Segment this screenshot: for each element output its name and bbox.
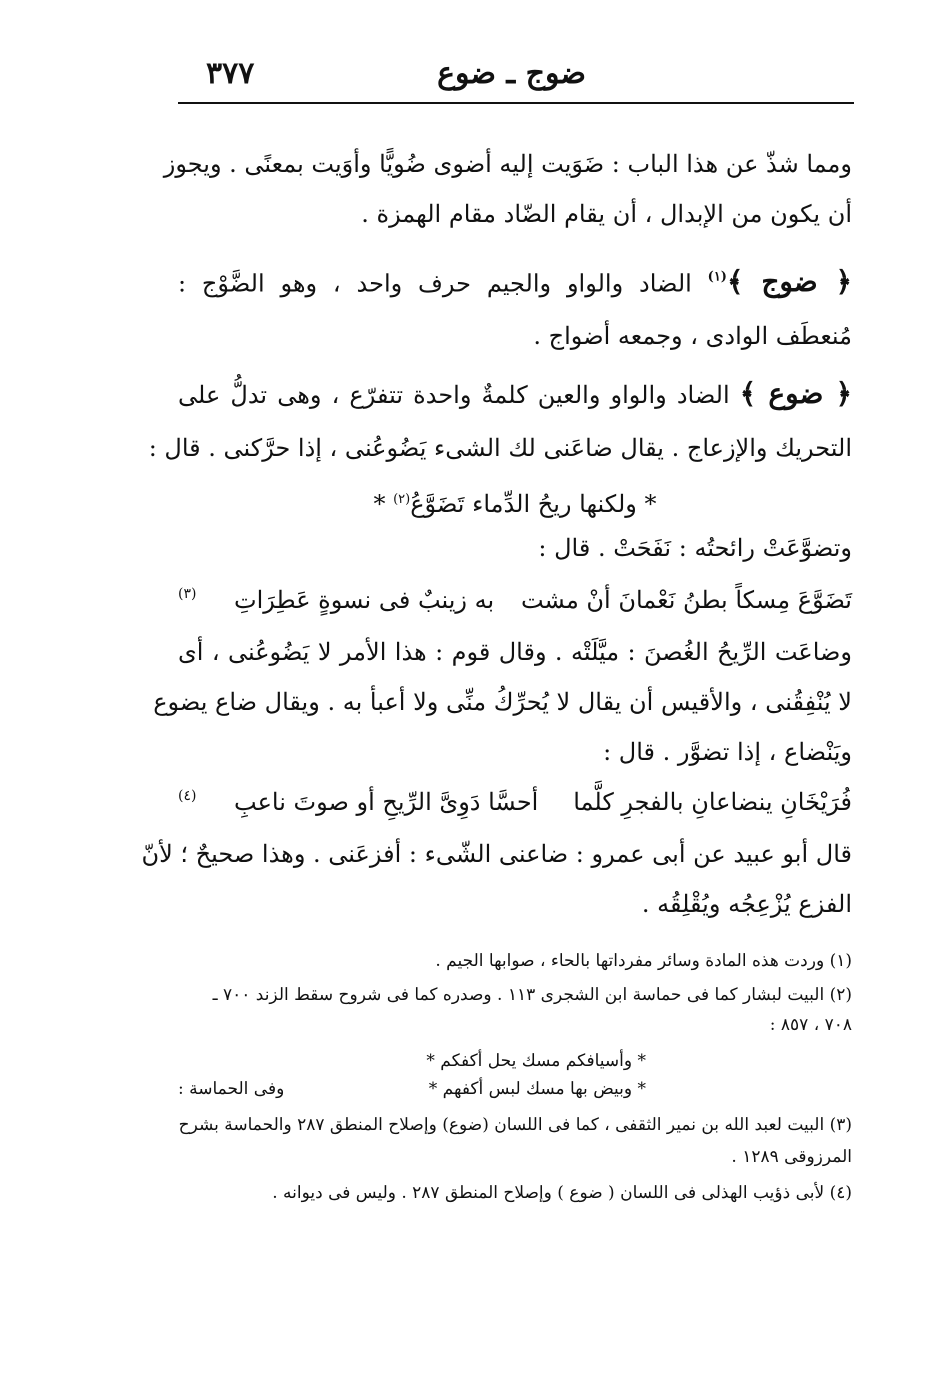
poem-verse-1-second-hemistich: به زينبٌ فى نسوةٍ عَطِرَاتِ: [234, 586, 495, 614]
entry-dawj-line: [178, 258, 852, 303]
body-line-10: وضاعَت الرِّيحُ الغُصنَ : ميَّلَتْه . وقال قوم : هذا الأمر لا يَضُوعُنى ، أى: [178, 638, 852, 666]
poem-verse-1-first-hemistich: تَضَوَّعَ مِسكاً بطنُ نَعْمانَ أنْ مشت: [520, 586, 852, 614]
running-title: ضوج ـ ضوع: [437, 56, 586, 91]
body-line-6: التحريك والإزعاج . يقال ضاعَنى لك الشىء يَضُوعُنى ، إذا حرَّكنى . قال :: [148, 434, 852, 462]
entry-daw-text: الضاد والواو والعين كلمةٌ واحدة تتفرّع ، وهى تدلُّ على: [178, 381, 730, 409]
body-line-14: قال أبو عبيد عن أبى عمرو : ضاعنى الشّىء : أفزعَنى . وهذا صحيحٌ ؛ لأنّ: [141, 840, 852, 868]
poem-verse-2: [178, 782, 852, 822]
body-line-8: وتضوَّعَتْ رائحتُه : نَفَحَتْ . قال :: [538, 534, 852, 562]
body-line-1: ومما شذّ عن هذا الباب : ضَوَيت إليه أضوى ضُويًّا وأوَيت بمعنًى . ويجوز: [163, 150, 852, 178]
poem-verse-1: [178, 580, 852, 620]
footnote-2-verse-a: * وأسيافكم مسك يحل أكفكم *: [426, 1051, 646, 1071]
entry-heading-daw: ﴿ ضوع ﴾: [739, 377, 852, 410]
body-line-11: لا يُنْفِقُنى ، والأقيس أن يقال لا يُحرِّكُ منِّى ولا أعبأ به . ويقال ضاع يضوع: [153, 688, 852, 716]
footnote-3: (٣) البيت لعبد الله بن نمير الثقفى ، كما فى اللسان (ضوع) وإصلاح المنطق ٢٨٧ والحماسة بشرح: [178, 1115, 852, 1135]
footnote-ref-4[interactable]: (٤): [178, 788, 197, 804]
footnote-ref-1[interactable]: (١): [707, 270, 727, 285]
footnote-2: (٢) البيت لبشار كما فى حماسة ابن الشجرى ١١٣ . وصدره كما فى شروح سقط الزند ٧٠٠ ـ: [212, 985, 852, 1005]
verse-line-1: * ولكنها ريحُ الدِّماء تَضَوَّعُ$^{(٢)}$ *: [373, 490, 657, 518]
poem-verse-2-second-hemistich: أحسَّا دَوِىَّ الرِّيحِ أو صوتَ ناعبِ: [234, 788, 539, 816]
footnote-2-label: وفى الحماسة :: [178, 1079, 285, 1099]
footnote-ref-2[interactable]: (٢): [393, 492, 411, 507]
entry-daw-line: [178, 374, 852, 415]
poem-verse-2-first-hemistich: فُرَيْخَانِ ينضاعانِ بالفجرِ كلَّما: [573, 788, 852, 816]
body-line-15: الفزع يُزْعِجُه ويُقْلِقُه .: [641, 890, 852, 918]
footnote-2-continued: ٧٠٨ ، ٨٥٧ :: [769, 1015, 852, 1035]
header-rule: [178, 102, 854, 104]
body-line-4: مُنعطَف الوادى ، وجمعه أضواج .: [533, 322, 852, 350]
entry-dawj-text: الضاد والواو والجيم حرف واحد ، وهو الضَّوْج :: [178, 269, 692, 298]
body-line-12: ويَنْضاع ، إذا تضوَّر . قال :: [603, 738, 852, 766]
footnote-3-continued: المرزوقى ١٢٨٩ .: [731, 1147, 852, 1167]
page-number: ٣٧٧: [206, 56, 255, 91]
body-line-2: أن يكون من الإبدال ، أن يقام الضّاد مقام الهمزة .: [361, 200, 852, 228]
verse-text-1: * ولكنها ريحُ الدِّماء تَضَوَّعُ: [410, 490, 657, 518]
footnote-2-verse-b: * وبيض بها مسك لبس أكفهم *: [428, 1079, 646, 1099]
entry-heading-dawj: ﴿ ضوج ﴾$^{(١)}$: [707, 265, 852, 299]
footnote-ref-3[interactable]: (٣): [178, 586, 197, 602]
footnote-1: (١) وردت هذه المادة وسائر مفرداتها بالحاء ، صوابها الجيم .: [435, 951, 852, 971]
page-header: [178, 56, 854, 100]
footnote-4: (٤) لأبى ذؤيب الهذلى فى اللسان ( ضوع ) وإصلاح المنطق ٢٨٧ . وليس فى ديوانه .: [272, 1183, 852, 1203]
